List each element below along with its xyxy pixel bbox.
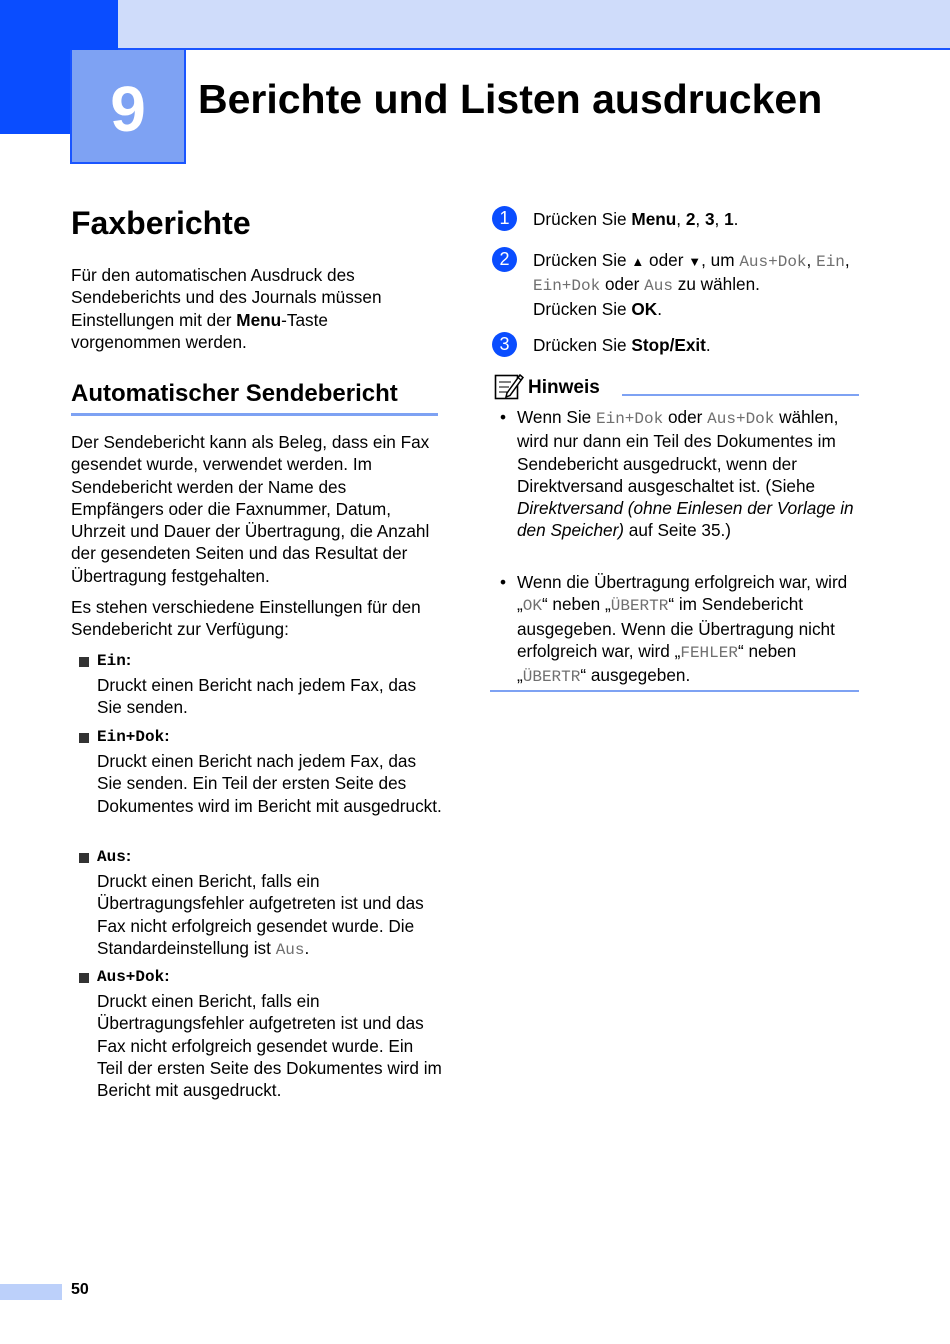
header-rule	[118, 48, 950, 50]
note-bottom-rule	[490, 690, 859, 692]
arrow-up-icon: ▲	[631, 254, 645, 269]
chapter-number-box	[70, 50, 186, 164]
option-description: Druckt einen Bericht, falls ein Übertragungsfehler aufgetreten ist und das Fax nicht erfolgreich gesendet wurde. Die Standardeinstellung ist Aus.	[97, 871, 424, 959]
section-intro: Für den automatischen Ausdruck des Sendeberichts und des Journals müssen Einstellungen mit der Menu-Taste vorgenommen werden.	[71, 265, 382, 352]
step-number-badge: 2	[492, 247, 517, 272]
bullet-dot-icon: •	[500, 407, 507, 427]
paragraph-options-intro: Es stehen verschiedene Einstellungen für den Sendebericht zur Verfügung:	[71, 597, 421, 640]
step-number-badge: 3	[492, 332, 517, 357]
subsection-rule	[71, 413, 438, 416]
chapter-number: 9	[110, 73, 146, 145]
option-description: Druckt einen Bericht, falls ein Übertragungsfehler aufgetreten ist und das Fax nicht erfolgreich gesendet wurde. Ein Teil der ersten Seite des Dokumentes wird im Bericht mit ausgedruckt.	[97, 991, 442, 1101]
square-bullet-icon	[79, 657, 89, 667]
square-bullet-icon	[79, 853, 89, 863]
note-top-rule	[622, 394, 859, 396]
option-description: Druckt einen Bericht nach jedem Fax, das Sie senden.	[97, 675, 417, 718]
arrow-down-icon: ▼	[688, 254, 702, 269]
bullet-dot-icon: •	[500, 572, 507, 592]
option-description: Druckt einen Bericht nach jedem Fax, das Sie senden. Ein Teil der ersten Seite des Dokumentes wird im Bericht mit ausgedruckt.	[97, 751, 442, 816]
paragraph-description: Der Sendebericht kann als Beleg, dass ein Fax gesendet wurde, verwendet werden. Im Sendebericht werden der Name des Empfängers oder die Faxnummer, Datum, Uhrzeit und Dauer der Übertragung, die Anzahl der gesendeten Seiten und das Resultat der Übertragung festgehalten.	[71, 432, 430, 586]
step-number-badge: 1	[492, 206, 517, 231]
note-header	[494, 372, 859, 400]
subsection-title: Automatischer Sendebericht	[71, 380, 398, 407]
note-title: Hinweis	[528, 377, 600, 398]
footer-bar	[0, 1284, 62, 1300]
square-bullet-icon	[79, 733, 89, 743]
note-pencil-icon	[494, 372, 524, 400]
chapter-title: Berichte und Listen ausdrucken	[198, 76, 823, 122]
header-band	[118, 0, 950, 48]
page-number: 50	[71, 1281, 89, 1298]
square-bullet-icon	[79, 973, 89, 983]
section-title-faxberichte: Faxberichte	[71, 205, 251, 241]
